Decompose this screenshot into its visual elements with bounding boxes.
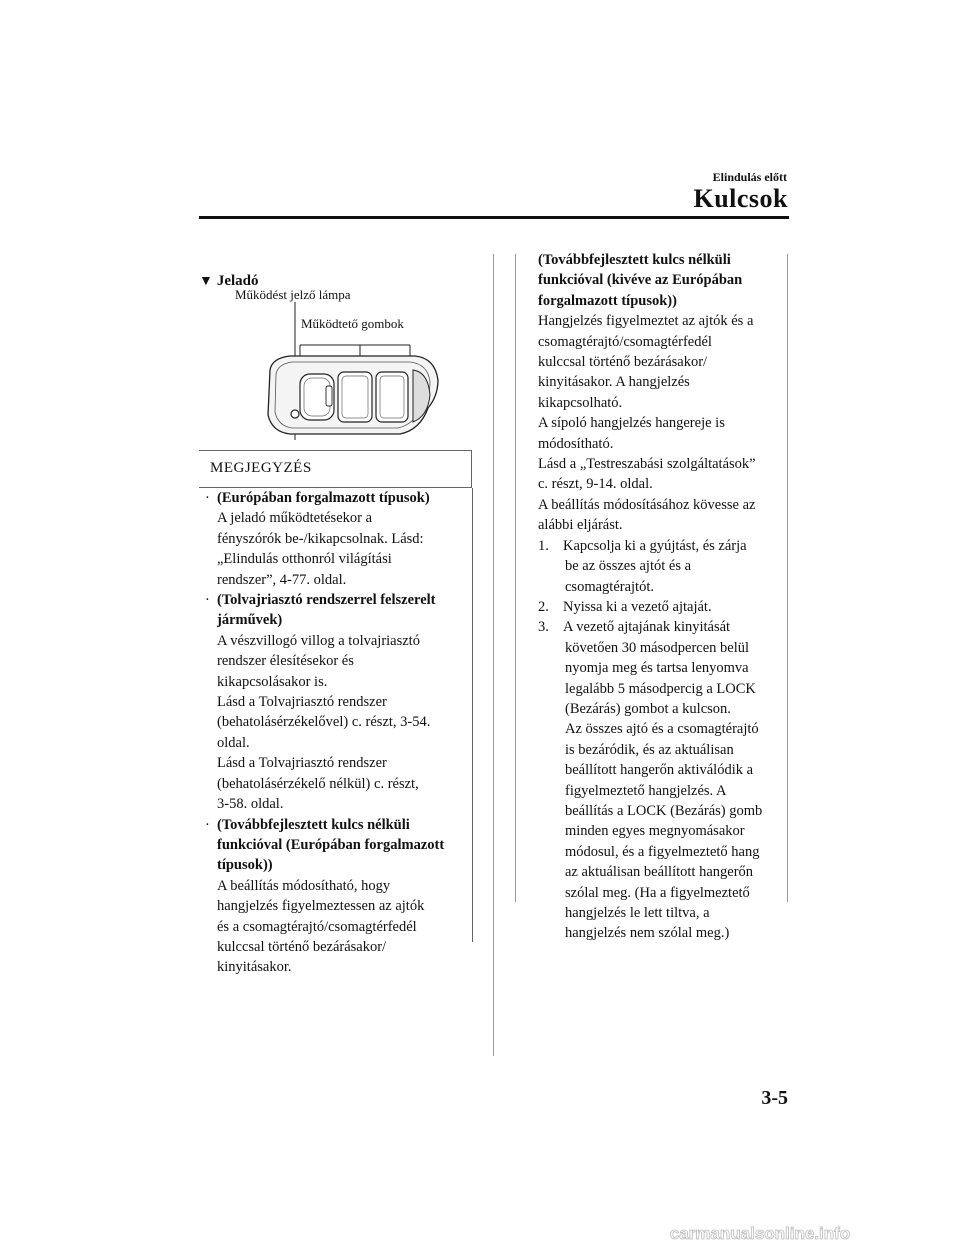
right-column: (Továbbfejlesztett kulcs nélküli funkcióval (kivéve az Európában forgalmazott típusok)) Hangjelzés figyelmeztet az ajtók és a csomagtérajtó/csomagtérfedél kulccsal történő bezárásakor/ kinyitásakor. A hangjelzés kikapcsolható. A sípoló hangjelzés hangereje is módosítható. Lásd a „Testreszabási szolgáltatások” c. részt, 9-14. oldal. A beállítás módosításához kövesse az alábbi eljárást. 1. Kapcsolja ki a gyújtást, és zárja be az összes ajtót és a csomagtérajtót. 2. Nyissa ki a vezető ajtaját. 3. A vezető ajtajának kinyitását követően 30 másodpercen belül nyomja meg és tartsa lenyomva legalább 5 másodpercig a LOCK (Bezárás) gombot a kulcson. Az összes ajtó és a csomagtérajtó is bezáródik, és az aktuálisan beállított hangerőn aktiválódik a figyelmeztető hangjelzés. A beállítás a LOCK (Bezárás) gomb minden egyes megnyomásakor módosul, és a figyelmeztető hang az aktuálisan beállított hangerőn szólal meg. (Ha a figyelmeztető hangjelzés le lett tiltva, a hangjelzés nem szólal meg.)	[538, 250, 782, 944]
right-block-right-rule	[787, 254, 788, 902]
step-item: 3. A vezető ajtajának kinyitását követően 30 másodpercen belül nyomja meg és tartsa lenyomva legalább 5 másodpercig a LOCK (Bezárás) gombot a kulcson. Az összes ajtó és a csomagtérajtó is bezáródik, és az aktuálisan beállított hangerőn aktiválódik a figyelmeztető hangjelzés. A beállítás a LOCK (Bezárás) gomb minden egyes megnyomásakor módosul, és a figyelmeztető hang az aktuálisan beállított hangerőn szólal meg. (Ha a figyelmeztető hangjelzés le lett tiltva, a hangjelzés nem szólal meg.)	[538, 619, 763, 942]
note-body	[205, 488, 467, 978]
column-divider	[493, 254, 494, 1056]
note-box-border	[472, 488, 473, 942]
key-fob-illustration	[250, 300, 450, 445]
page-number: 3-5	[761, 1087, 788, 1109]
step-item: 1. Kapcsolja ki a gyújtást, és zárja be az összes ajtót és a csomagtérajtót.	[538, 537, 747, 595]
triangle-marker-icon: ▼	[199, 274, 213, 289]
right-title: (Továbbfejlesztett kulcs nélküli funkcióval (kivéve az Európában forgalmazott típusok))	[538, 252, 743, 309]
step-item: 2. Nyissa ki a vezető ajtaját.	[538, 598, 712, 615]
figure-label-buttons: Működtető gombok	[301, 316, 404, 331]
fob-button-unlock	[338, 372, 372, 422]
header-section: Elindulás előtt	[712, 170, 787, 184]
note-item: · (Tolvajriasztó rendszerrel felszerelt járművek) A vészvillogó villog a tolvajriasztó rendszer élesítésekor és kikapcsolásakor is. Lásd a Tolvajriasztó rendszer (behatolásérzékelővel) c. részt, 3-54. oldal. Lásd a Tolvajriasztó rendszer (behatolásérzékelő nélkül) c. részt, 3-58. oldal.	[205, 590, 467, 814]
indicator-lamp	[291, 410, 299, 418]
note-heading: MEGJEGYZÉS	[210, 460, 312, 476]
note-item-title: (Európában forgalmazott típusok)	[217, 490, 430, 506]
footer-watermark	[0, 1222, 960, 1244]
note-item: · (Európában forgalmazott típusok) A jeladó működtetésekor a fényszórók be-/kikapcsolnak. Lásd: „Elindulás otthonról világítási rendszer”, 4-77. oldal.	[205, 488, 467, 590]
right-block-left-rule	[515, 254, 516, 902]
header-rule	[199, 216, 789, 219]
fob-button-trunk	[376, 372, 408, 422]
note-item: · (Továbbfejlesztett kulcs nélküli funkcióval (Európában forgalmazott típusok)) A beállítás módosítható, hogy hangjelzés figyelmeztessen az ajtók és a csomagtérajtó/csomagtérfedél kulccsal történő bezárásakor/ kinyitásakor.	[205, 815, 467, 978]
note-header	[199, 450, 472, 488]
note-item-title: (Tolvajriasztó rendszerrel felszerelt járművek)	[217, 592, 436, 629]
note-item-title: (Továbbfejlesztett kulcs nélküli funkcióval (Európában forgalmazott típusok))	[217, 816, 445, 874]
section-title: ▼ Jeladó	[199, 273, 259, 289]
figure-label-lamp: Működést jelző lámpa	[235, 287, 351, 302]
svg-text:carmanualsonline.info: carmanualsonline.info	[669, 1224, 851, 1243]
page-title: Kulcsok	[693, 184, 788, 213]
